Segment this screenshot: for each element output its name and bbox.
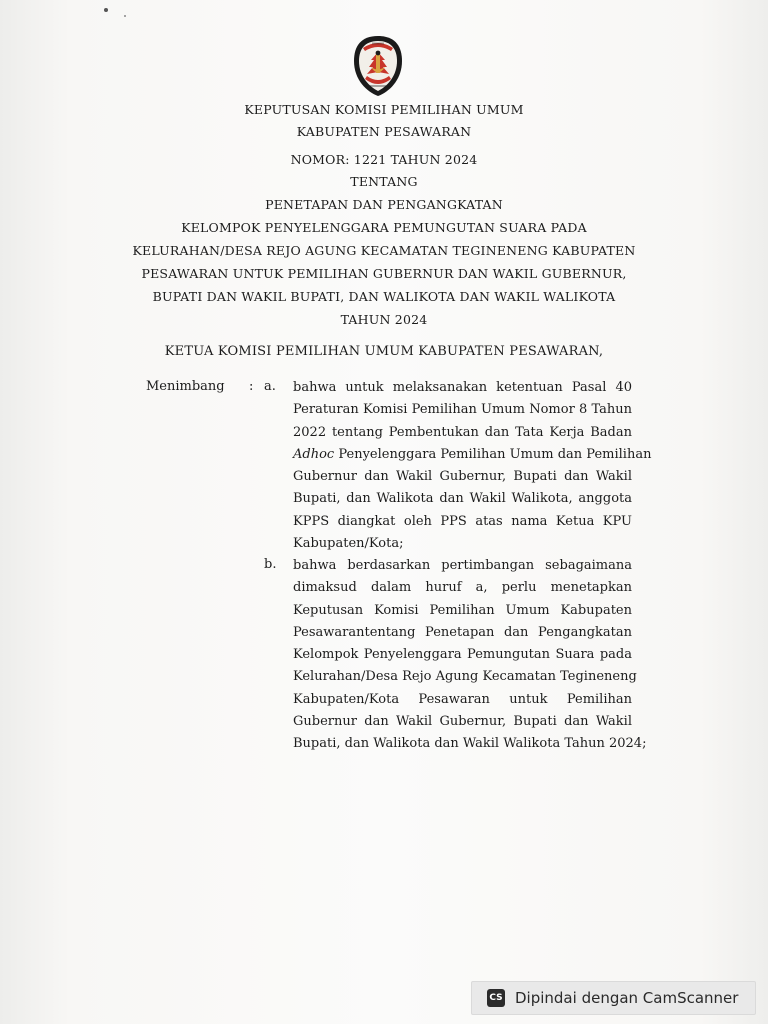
- kpu-emblem-icon: [349, 34, 407, 98]
- regency-name: KABUPATEN PESAWARAN: [296, 124, 472, 139]
- camscanner-icon: CS: [487, 989, 505, 1007]
- subject-line: KELURAHAN/DESA REJO AGUNG KECAMATAN TEGINENENG KABUPATEN: [132, 243, 636, 258]
- paragraph-line: Bupati, dan Walikota dan Wakil Walikota Tahun 2024;: [293, 736, 647, 752]
- tentang-label: TENTANG: [350, 174, 418, 189]
- menimbang-label: Menimbang: [146, 379, 225, 394]
- issuer-title: KETUA KOMISI PEMILIHAN UMUM KABUPATEN PESAWARAN,: [164, 344, 604, 359]
- scan-speck: [124, 15, 126, 17]
- paragraph-line: Keputusan Komisi Pemilihan Umum Kabupaten: [293, 602, 632, 618]
- paragraph-line: [293, 444, 652, 466]
- scan-speck: [104, 8, 108, 12]
- decree-title-line: KEPUTUSAN KOMISI PEMILIHAN UMUM: [244, 102, 524, 117]
- watermark-text: Dipindai dengan CamScanner: [515, 989, 739, 1007]
- consideration-a: [293, 377, 652, 555]
- subject-line: PENETAPAN DAN PENGANGKATAN: [265, 197, 503, 212]
- paragraph-line: Kelurahan/Desa Rejo Agung Kecamatan Tegineneng: [293, 669, 637, 685]
- paragraph-line: bahwa berdasarkan pertimbangan sebagaimana: [293, 558, 632, 573]
- paragraph-line: KPPS diangkat oleh PPS atas nama Ketua KPU: [293, 513, 632, 529]
- paragraph-line-text: Penyelenggara Pemilihan Umum dan Pemilihan: [338, 446, 652, 462]
- subject-line: KELOMPOK PENYELENGGARA PEMUNGUTAN SUARA PADA: [181, 220, 587, 235]
- paragraph-line: Kelompok Penyelenggara Pemungutan Suara pada: [293, 647, 632, 663]
- paragraph-line: dimaksud dalam huruf a, perlu menetapkan: [293, 580, 632, 596]
- subject-line: BUPATI DAN WAKIL BUPATI, DAN WALIKOTA DAN WAKIL WALIKOTA: [152, 289, 616, 304]
- item-letter-b: b.: [264, 557, 277, 572]
- paragraph-line: 2022 tentang Pembentukan dan Tata Kerja Badan: [293, 424, 632, 440]
- subject-line: PESAWARAN UNTUK PEMILIHAN GUBERNUR DAN WAKIL GUBERNUR,: [141, 266, 627, 281]
- consideration-b: [293, 555, 647, 756]
- item-letter-a: a.: [264, 379, 276, 394]
- paragraph-line: Bupati, dan Walikota dan Wakil Walikota, anggota: [293, 491, 632, 507]
- paragraph-line: Kabupaten/Kota Pesawaran untuk Pemilihan: [293, 691, 632, 707]
- subject-line: TAHUN 2024: [340, 312, 428, 327]
- paragraph-line: Gubernur dan Wakil Gubernur, Bupati dan Wakil: [293, 714, 632, 730]
- paragraph-line: bahwa untuk melaksanakan ketentuan Pasal 40: [293, 380, 632, 395]
- menimbang-colon: :: [249, 379, 254, 394]
- decree-number: NOMOR: 1221 TAHUN 2024: [290, 152, 478, 167]
- paragraph-line: Gubernur dan Wakil Gubernur, Bupati dan Wakil: [293, 469, 632, 485]
- camscanner-watermark: [471, 981, 756, 1015]
- italic-term: Adhoc: [293, 446, 335, 462]
- paragraph-line: Peraturan Komisi Pemilihan Umum Nomor 8 Tahun: [293, 402, 632, 418]
- paragraph-line: Pesawarantentang Penetapan dan Pengangkatan: [293, 624, 632, 640]
- paragraph-line: Kabupaten/Kota;: [293, 536, 404, 552]
